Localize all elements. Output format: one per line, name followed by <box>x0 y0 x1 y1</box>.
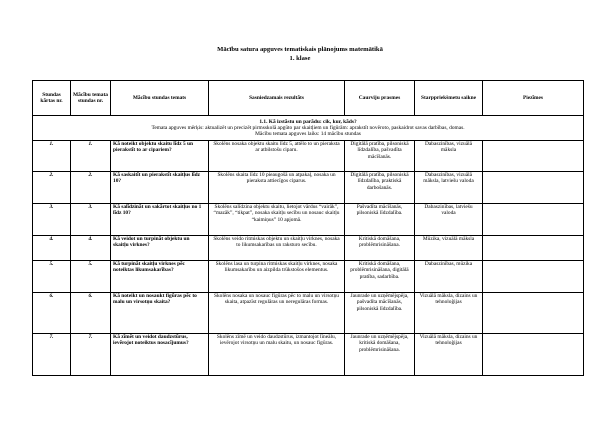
title-line-1: Mācību satura apguves tematiskais plānojums matemātikā <box>217 46 383 53</box>
row-number: 2. <box>33 172 71 204</box>
row-topic: Kā zīmēt un veidot daudzstūrus, ievērojot noteiktus nosacījumus? <box>111 334 209 376</box>
row-links: Mūzika, vizuālā māksla <box>415 236 483 261</box>
row-skills: Jaunrade un uzņēmējspēja, pašvadīta mācīšanās, pilsoniskā līdzdalība. <box>345 293 415 334</box>
plan-table <box>32 80 584 376</box>
row-topic-number: 5. <box>71 261 111 293</box>
section-heading: 1.1. Kā izstāstu un parādu: cik, kur, kāds? <box>259 118 357 125</box>
row-links: Vizuālā māksla, dizains un tehnoloģijas <box>415 293 483 334</box>
table-row <box>33 172 584 204</box>
row-notes <box>483 261 584 293</box>
row-number: 5. <box>33 261 71 293</box>
row-topic-number: 7. <box>71 334 111 376</box>
table-row <box>33 293 584 334</box>
row-skills: Kritiskā domāšana, problēmrisināšana. <box>345 236 415 261</box>
row-skills: Pašvadīta mācīšanās, pilsoniskā līdzdalība. <box>345 204 415 236</box>
row-notes <box>483 141 584 172</box>
row-notes <box>483 204 584 236</box>
row-skills: Jaunrade un uzņēmējspēja, kritiskā domāšana, problēmrisināšana. <box>345 334 415 376</box>
row-topic-number: 1. <box>71 141 111 172</box>
row-topic-number: 3. <box>71 204 111 236</box>
row-topic: Kā turpināt skaitļu virknes pēc noteiktas likumsakarības? <box>111 261 209 293</box>
row-number: 7. <box>33 334 71 376</box>
row-skills: Digitālā pratība, pilsoniskā līdzdalība, pašvadīta mācīšanās. <box>345 141 415 172</box>
row-number: 6. <box>33 293 71 334</box>
row-links: Dabaszinības, mūzika <box>415 261 483 293</box>
row-topic: Kā noteikt un nosaukt figūras pēc to malu un virsotņu skaita? <box>111 293 209 334</box>
row-notes <box>483 334 584 376</box>
header-caurviju-prasmes: Caurviju prasmes <box>345 81 415 116</box>
table-row <box>33 236 584 261</box>
row-result: Skolēns skaita līdz 10 pieaugošā un atpakaļ, nosaka un pieraksta attiecīgos ciparus. <box>209 172 345 204</box>
row-result: Skolēns nosaka objektu skaitu līdz 5, attēlo to un pieraksta ar atbilstošu ciparu. <box>209 141 345 172</box>
row-topic: Kā saskaitīt un pierakstīt skaitļus līdz 10? <box>111 172 209 204</box>
section-goal: Temata apguves mērķis: aktualizēt un precizēt pirmsskolā apgūto par skaitļiem un figūrām: aprakstīt novēroto, paskaidrot savas darbības, domas. <box>151 124 465 131</box>
row-topic: Kā veidot un turpināt objektu un skaitļu virknes? <box>111 236 209 261</box>
row-number: 3. <box>33 204 71 236</box>
section-row <box>33 116 584 141</box>
row-topic: Kā salīdzināt un sakārtot skaitļus no 1 līdz 10? <box>111 204 209 236</box>
row-number: 1. <box>33 141 71 172</box>
document-title <box>0 46 600 63</box>
table-row <box>33 204 584 236</box>
table-row <box>33 261 584 293</box>
row-topic-number: 6. <box>71 293 111 334</box>
row-result: Skolēns salīdzina objektu skaitu, lietojot vārdus “vairāk”, “mazāk”, “tikpat”, nosaka skaitļu secību un nosauc skaitļu “kaimiņus” 10 apjomā. <box>209 204 345 236</box>
header-sasniedzamais-rezultats: Sasniedzamais rezultāts <box>209 81 345 116</box>
row-links: Dabaszinības, vizuālā māksla <box>415 141 483 172</box>
section-cell <box>33 116 584 141</box>
row-result: Skolēns lasa un turpina ritmiskas skaitļu virknes, nosaka likumsakarību un aizpilda trūkstošos elementus. <box>209 261 345 293</box>
row-skills: Kritiskā domāšana, problēmrisināšana, digitālā pratība, sadarbība. <box>345 261 415 293</box>
row-result: Skolēns zīmē un veido daudzstūrus, izmantojot līneālu, ievērojot virsotņu un malu skaitu, un nosauc figūras. <box>209 334 345 376</box>
table-header-row <box>33 81 584 116</box>
table-row <box>33 141 584 172</box>
row-topic: Kā noteikt objektu skaitu līdz 5 un pierakstīt to ar cipariem? <box>111 141 209 172</box>
row-number: 4. <box>33 236 71 261</box>
header-stundas-kartas-nr: Stundas kārtas nr. <box>33 81 71 116</box>
row-topic-number: 2. <box>71 172 111 204</box>
row-links: Vizuālā māksla, dizains un tehnoloģijas <box>415 334 483 376</box>
row-links: Dabaszinības, vizuālā māksla, latviešu valoda <box>415 172 483 204</box>
row-links: Dabaszinības, latviešu valoda <box>415 204 483 236</box>
table-row <box>33 334 584 376</box>
header-piezimes: Piezīmes <box>483 81 584 116</box>
row-topic-number: 4. <box>71 236 111 261</box>
row-skills: Digitālā pratība, pilsoniskā līdzdalība, praktiskā darbošanās. <box>345 172 415 204</box>
section-hours: Mācību temata apguves laiks: 14 mācību stundas <box>255 131 361 138</box>
header-macibu-stundas-temats: Mācību stundas temats <box>111 81 209 116</box>
title-line-2: 1. klase <box>289 54 311 62</box>
header-starppriekšmetu-saikne: Starppriekšmetu saikne <box>415 81 483 116</box>
header-macibu-temata-stundas-nr: Mācību temata stundas nr. <box>71 81 111 116</box>
row-result: Skolēns nosaka un nosauc figūras pēc to malu un virsotņu skaita, atpazīst regulāras un neregulāras formas. <box>209 293 345 334</box>
row-notes <box>483 236 584 261</box>
row-result: Skolēns veido ritmiskas objektu un skaitļu virknes, nosaka to likumsakarības un raksturo secību. <box>209 236 345 261</box>
row-notes <box>483 293 584 334</box>
row-notes <box>483 172 584 204</box>
